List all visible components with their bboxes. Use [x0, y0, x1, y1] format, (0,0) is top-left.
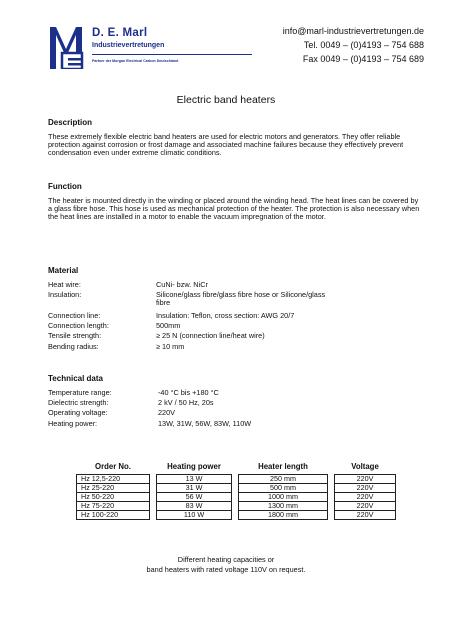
footnote-line: band heaters with rated voltage 110V on request.: [146, 565, 306, 574]
table-row: [77, 484, 396, 493]
order-table-header: [77, 462, 396, 475]
heater-length: 1300 mm: [239, 502, 328, 511]
order-number: Hz 25-220: [77, 484, 150, 493]
heating-power: 110 W: [157, 511, 232, 520]
technical-label: Temperature range:: [48, 388, 112, 397]
heater-length: 1800 mm: [239, 511, 328, 520]
table-row: [77, 502, 396, 511]
company-tagline: Partner der Morgan Electrical Carbon Deutschland: [92, 59, 179, 63]
material-label: Insulation:: [48, 290, 82, 299]
material-value: Silicone/glass fibre/glass fibre hose or Silicone/glass fibre: [156, 290, 326, 307]
contact-fax: Fax 0049 – (0)4193 – 754 689: [302, 54, 424, 64]
heater-length: 1000 mm: [239, 493, 328, 502]
footnote-line: Different heating capacities or: [177, 555, 275, 564]
order-number: Hz 100-220: [77, 511, 150, 520]
material-value: 500mm: [156, 321, 181, 330]
order-number: Hz 12,5-220: [77, 475, 150, 484]
order-col-header: Heater length: [258, 462, 308, 471]
technical-value: 2 kV / 50 Hz, 20s: [158, 398, 214, 407]
material-value: ≥ 10 mm: [156, 342, 185, 351]
heating-power: 83 W: [157, 502, 232, 511]
function-text: The heater is mounted directly in the winding or placed around the winding head. The heat lines can be covered by a glass fibre hose. This hose is used as mechanical protection of the heater. The protection is also necessary when the heat lines are installed in a motor to enable the vacuum impregnation of the motor.: [48, 196, 420, 221]
heating-power: 13 W: [157, 475, 232, 484]
company-logo: [50, 27, 88, 69]
voltage: 220V: [335, 484, 396, 493]
order-col-header: Order No.: [95, 462, 131, 471]
material-label: Heat wire:: [48, 280, 81, 289]
voltage: 220V: [335, 511, 396, 520]
material-label: Connection length:: [48, 321, 109, 330]
heating-power: 56 W: [157, 493, 232, 502]
table-row: [77, 511, 396, 520]
technical-value: 13W, 31W, 56W, 83W, 110W: [158, 419, 252, 428]
technical-value: -40 °C bis +180 °C: [158, 388, 219, 397]
description-heading: Description: [48, 118, 93, 127]
page-title: Electric band heaters: [176, 94, 276, 106]
heater-length: 250 mm: [239, 475, 328, 484]
technical-heading: Technical data: [48, 374, 103, 383]
brand-divider: [92, 54, 252, 55]
order-number: Hz 50-220: [77, 493, 150, 502]
order-col-header: Heating power: [167, 462, 221, 471]
material-value: ≥ 25 N (connection line/heat wire): [156, 331, 265, 340]
material-label: Bending radius:: [48, 342, 99, 351]
technical-label: Dielectric strength:: [48, 398, 109, 407]
order-table: [76, 462, 396, 520]
material-heading: Material: [48, 266, 79, 275]
heater-length: 500 mm: [239, 484, 328, 493]
order-col-header: Voltage: [351, 462, 379, 471]
table-row: [77, 475, 396, 484]
contact-email[interactable]: info@marl-industrievertretungen.de: [282, 26, 424, 36]
material-value: CuNi- bzw. NiCr: [156, 280, 208, 289]
material-label: Tensile strength:: [48, 331, 102, 340]
voltage: 220V: [335, 502, 396, 511]
contact-phone: Tel. 0049 – (0)4193 – 754 688: [303, 40, 424, 50]
heating-power: 31 W: [157, 484, 232, 493]
voltage: 220V: [335, 475, 396, 484]
company-subtitle: Industrievertretungen: [92, 42, 165, 49]
technical-label: Operating voltage:: [48, 408, 108, 417]
material-label: Connection line:: [48, 311, 101, 320]
table-row: [77, 493, 396, 502]
material-value: Insulation: Teflon, cross section: AWG 20/7: [156, 311, 295, 320]
technical-value: 220V: [158, 408, 176, 417]
description-text: These extremely flexible electric band heaters are used for electric motors and generators. They offer reliable protection against corrosion or frost damage and associated machine failures because they effectively prevent condensation even under extreme climatic conditions.: [48, 132, 404, 157]
function-heading: Function: [48, 182, 82, 191]
order-number: Hz 75-220: [77, 502, 150, 511]
technical-label: Heating power:: [48, 419, 98, 428]
voltage: 220V: [335, 493, 396, 502]
company-name: D. E. Marl: [92, 27, 148, 39]
